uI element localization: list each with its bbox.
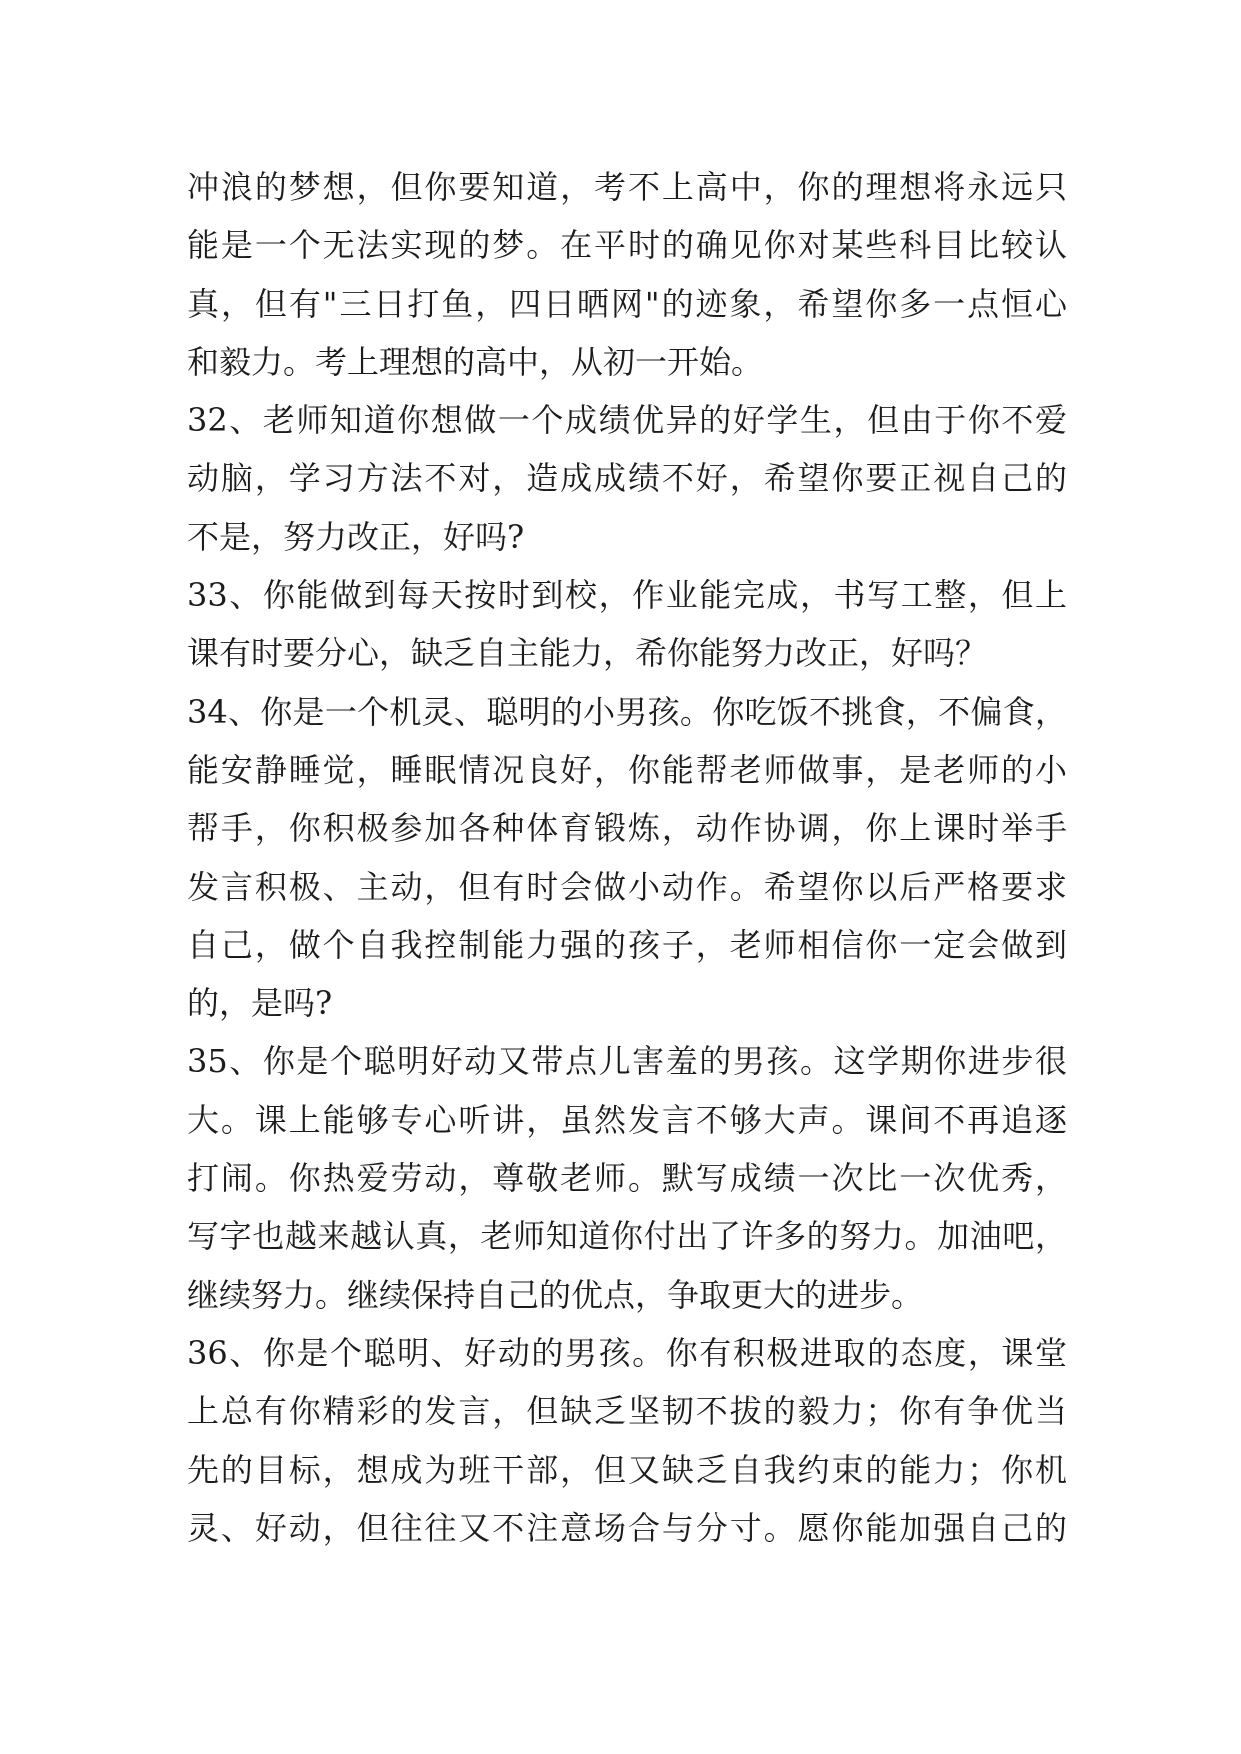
- text-line: 能安静睡觉，睡眠情况良好，你能帮老师做事，是老师的小: [187, 750, 1067, 789]
- text-line: 发言积极、主动，但有时会做小动作。希望你以后严格要求: [187, 867, 1067, 906]
- text-line: 和毅力。考上理想的高中，从初一开始。: [187, 342, 764, 381]
- text-line: 帮手，你积极参加各种体育锻炼，动作协调，你上课时举手: [187, 809, 1067, 848]
- text-line: 36、你是个聪明、好动的男孩。你有积极进取的态度，课堂: [187, 1333, 1067, 1372]
- text-line: 34、你是一个机灵、聪明的小男孩。你吃饭不挑食，不偏食，: [187, 692, 1067, 731]
- text-line: 的，是吗?: [187, 984, 333, 1023]
- text-line: 大。课上能够专心听讲，虽然发言不够大声。课间不再追逐: [187, 1100, 1067, 1139]
- text-line: 灵、好动，但往往又不注意场合与分寸。愿你能加强自己的: [187, 1508, 1067, 1547]
- text-line: 写字也越来越认真，老师知道你付出了许多的努力。加油吧，: [187, 1217, 1067, 1256]
- text-line: 上总有你精彩的发言，但缺乏坚韧不拔的毅力；你有争优当: [187, 1392, 1067, 1431]
- text-line: 冲浪的梦想，但你要知道，考不上高中，你的理想将永远只: [187, 168, 1067, 206]
- text-line: 真，但有"三日打鱼，四日晒网"的迹象，希望你多一点恒心: [187, 284, 1067, 323]
- text-line: 课有时要分心，缺乏自主能力，希你能努力改正，好吗？: [187, 634, 988, 673]
- text-line: 32、老师知道你想做一个成绩优异的好学生，但由于你不爱: [187, 401, 1067, 440]
- text-line: 能是一个无法实现的梦。在平时的确见你对某些科目比较认: [187, 226, 1067, 265]
- text-line: 动脑，学习方法不对，造成成绩不好，希望你要正视自己的: [187, 459, 1067, 498]
- text-line: 35、你是个聪明好动又带点儿害羞的男孩。这学期你进步很: [187, 1042, 1067, 1081]
- text-line: 继续努力。继续保持自己的优点，争取更大的进步。: [187, 1275, 924, 1314]
- text-line: 不是，努力改正，好吗?: [187, 517, 525, 556]
- text-line: 先的目标，想成为班干部，但又缺乏自我约束的能力；你机: [187, 1450, 1067, 1489]
- document-body: [187, 158, 1067, 1557]
- text-line: 打闹。你热爱劳动，尊敬老师。默写成绩一次比一次优秀，: [187, 1159, 1067, 1198]
- text-line: 33、你能做到每天按时到校，作业能完成，书写工整，但上: [187, 576, 1067, 615]
- text-line: 自己，做个自我控制能力强的孩子，老师相信你一定会做到: [187, 925, 1067, 964]
